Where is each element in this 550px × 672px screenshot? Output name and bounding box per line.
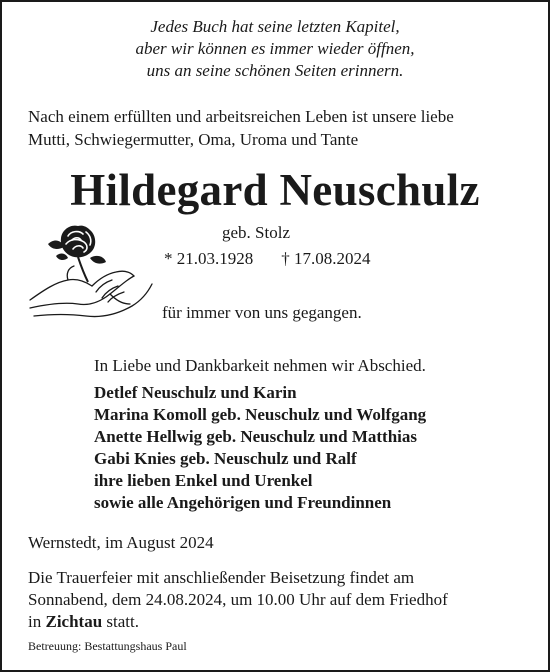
intro-line: Nach einem erfüllten und arbeitsreichen Leben ist unsere liebe bbox=[28, 107, 454, 126]
mourners-list bbox=[94, 382, 426, 514]
passing-text: für immer von uns gegangen. bbox=[162, 303, 362, 322]
intro-line: Mutti, Schwiegermutter, Oma, Uroma und Tante bbox=[28, 130, 359, 149]
motto-line: Jedes Buch hat seine letzten Kapitel, bbox=[150, 17, 400, 36]
birth-name: geb. Stolz bbox=[222, 223, 290, 242]
mourner: Anette Hellwig geb. Neuschulz und Matthias bbox=[94, 427, 417, 446]
funeral-line: Die Trauerfeier mit anschließender Beisetzung findet am bbox=[28, 568, 415, 587]
mourner: Gabi Knies geb. Neuschulz und Ralf bbox=[94, 449, 357, 468]
birth-date: * 21.03.1928 bbox=[164, 249, 254, 268]
death-date: † 17.08.2024 bbox=[281, 249, 371, 268]
mourner: Marina Komoll geb. Neuschulz und Wolfgang bbox=[94, 405, 427, 424]
rose-in-hands-icon bbox=[26, 220, 156, 326]
farewell-text: In Liebe und Dankbarkeit nehmen wir Abschied. bbox=[94, 356, 426, 375]
intro-text bbox=[28, 105, 526, 151]
life-dates bbox=[164, 248, 371, 270]
funeral-line-suffix: statt. bbox=[102, 612, 140, 631]
funeral-home-credit: Betreuung: Bestattungshaus Paul bbox=[28, 639, 187, 653]
motto-line: aber wir können es immer wieder öffnen, bbox=[135, 39, 415, 58]
place-and-date: Wernstedt, im August 2024 bbox=[28, 533, 214, 552]
deceased-name: Hildegard Neuschulz bbox=[70, 165, 480, 215]
mourner: ihre lieben Enkel und Urenkel bbox=[94, 471, 313, 490]
funeral-info bbox=[28, 567, 448, 633]
funeral-line: Sonnabend, dem 24.08.2024, um 10.00 Uhr auf dem Friedhof bbox=[28, 590, 448, 609]
motto-line: uns an seine schönen Seiten erinnern. bbox=[146, 61, 404, 80]
mourner: sowie alle Angehörigen und Freundinnen bbox=[94, 493, 392, 512]
funeral-place: Zichtau bbox=[45, 612, 103, 631]
funeral-line-prefix: in bbox=[28, 612, 46, 631]
funeral-line bbox=[28, 611, 448, 633]
motto-quote bbox=[2, 16, 548, 82]
mourner: Detlef Neuschulz und Karin bbox=[94, 383, 297, 402]
